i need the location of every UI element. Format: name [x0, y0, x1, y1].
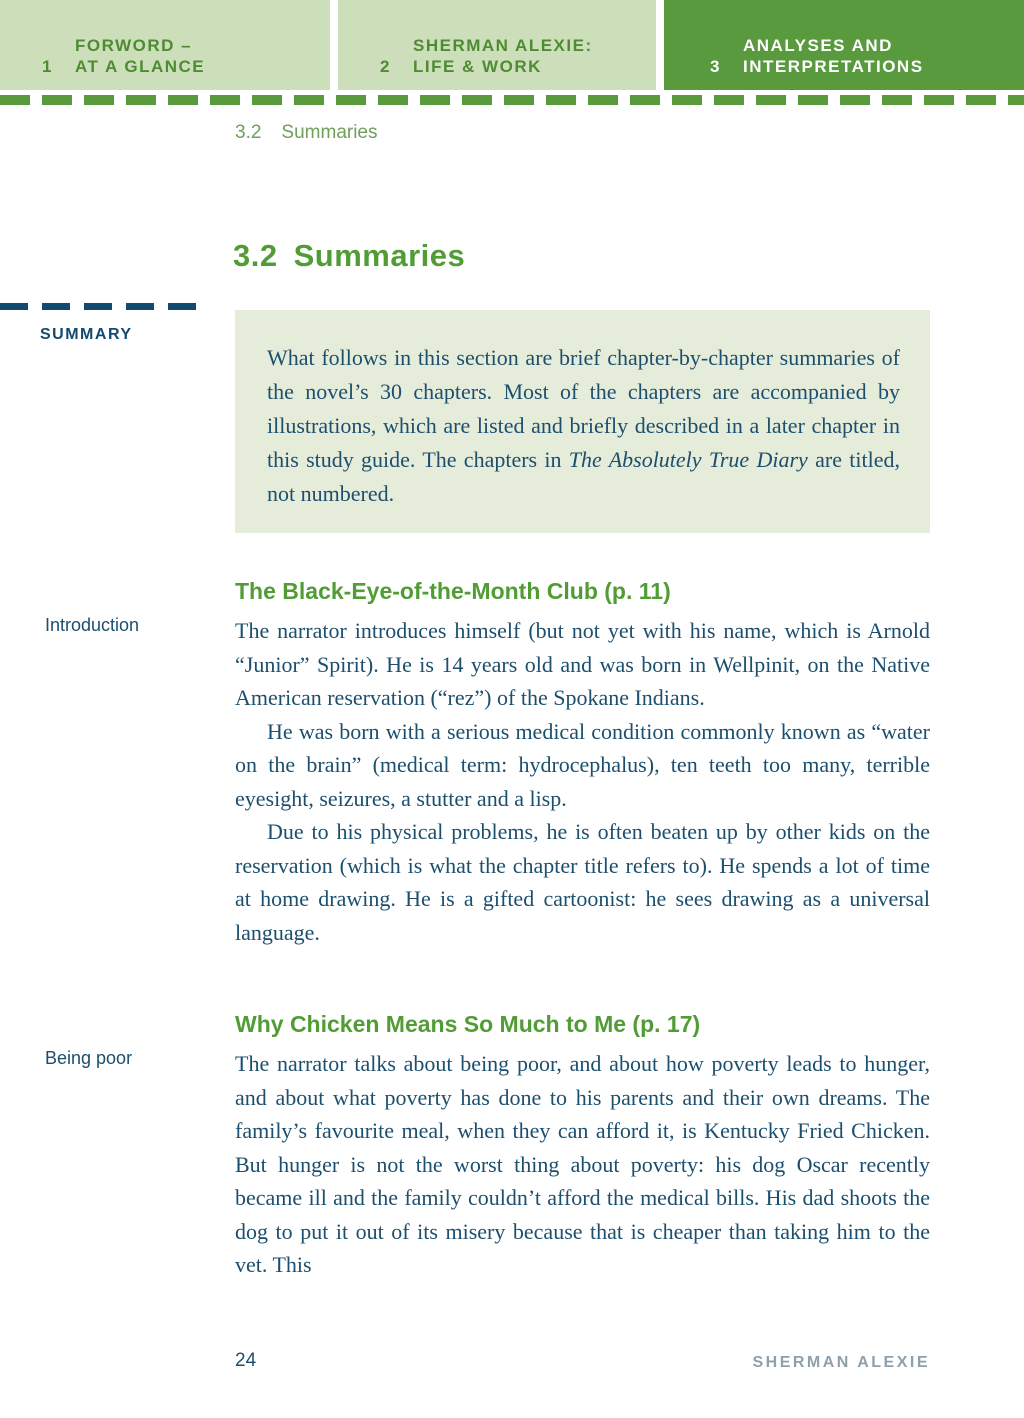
header-dashed-rule	[0, 95, 1024, 105]
breadcrumb-label: Summaries	[281, 122, 378, 143]
footer-page-number: 24	[235, 1350, 257, 1371]
tab-number: 1	[42, 57, 53, 76]
section-black-eye-of-the-month-club	[235, 578, 930, 949]
page-title	[233, 238, 465, 274]
tab-label-line1: SHERMAN ALEXIE:	[413, 36, 593, 55]
page-title-number: 3.2	[233, 238, 278, 273]
tab-label	[743, 35, 924, 77]
breadcrumb	[235, 122, 378, 144]
page-title-label: Summaries	[293, 238, 466, 273]
summary-margin-label: SUMMARY	[40, 326, 133, 343]
tab-forword-at-a-glance[interactable]	[0, 0, 330, 90]
section-heading: The Black-Eye-of-the-Month Club (p. 11)	[235, 578, 671, 604]
tab-label-line1: FORWORD –	[75, 36, 193, 55]
margin-label-introduction: Introduction	[45, 615, 140, 635]
summary-dashed-rule	[0, 303, 205, 310]
tab-label-line2: INTERPRETATIONS	[743, 57, 924, 76]
tab-label-line2: AT A GLANCE	[75, 57, 206, 76]
section-paragraph: He was born with a serious medical condition commonly known as “water on the brain” (medical term: hydrocephalus), ten teeth too many, terrible eyesight, seizures, a stutter and a lisp.	[235, 718, 930, 811]
section-paragraph: Due to his physical problems, he is often beaten up by other kids on the reservation (which is what the chapter title refers to). He spends a lot of time at home drawing. He is a gifted cartoonist: he sees drawing as a universal language.	[235, 819, 930, 945]
tab-number: 2	[380, 57, 391, 76]
section-paragraph: The narrator talks about being poor, and about how poverty leads to hunger, and about what poverty has done to his parents and their own dreams. The family’s favourite meal, when they can afford it, is Kentucky Fried Chicken. But hunger is not the worst thing about poverty: his dog Oscar recently became ill and the family couldn’t afford the medical bills. His dad shoots the dog to put it out of its misery because that is cheaper than taking him to the vet. This	[235, 1051, 930, 1277]
chapter-tabs	[0, 0, 1024, 90]
section-heading: Why Chicken Means So Much to Me (p. 17)	[235, 1011, 701, 1037]
summary-text-italic-title: The Absolutely True Diary	[568, 447, 808, 472]
tab-label	[75, 35, 205, 77]
summary-text-before: What follows in this section are brief chapter-by-chapter summaries of the novel’s 30 chapters. Most of the chapters are accompanied by illustrations, which are listed and briefly described in a later chapter in this study guide. The chapters in	[267, 345, 900, 472]
margin-label-being-poor: Being poor	[45, 1048, 133, 1068]
section-paragraph: The narrator introduces himself (but not yet with his name, which is Arnold “Junior” Spirit). He is 14 years old and was born in Wellpinit, on the Native American reservation (“rez”) of the Spokane Indians.	[235, 618, 930, 710]
tab-label-line1: ANALYSES AND	[743, 36, 893, 55]
tab-label-line2: LIFE & WORK	[413, 57, 542, 76]
section-why-chicken-means-so-much	[235, 1011, 930, 1282]
tab-analyses-and-interpretations[interactable]	[664, 0, 1024, 90]
summary-box-text	[267, 341, 900, 511]
breadcrumb-number: 3.2	[235, 122, 262, 143]
summary-text-after: are titled, not numbered.	[267, 447, 900, 506]
footer-book-title: SHERMAN ALEXIE	[752, 1354, 930, 1371]
tab-number: 3	[710, 57, 721, 76]
tab-label	[413, 35, 593, 77]
tab-sherman-alexie-life-work[interactable]	[338, 0, 656, 90]
summary-box	[235, 310, 930, 533]
